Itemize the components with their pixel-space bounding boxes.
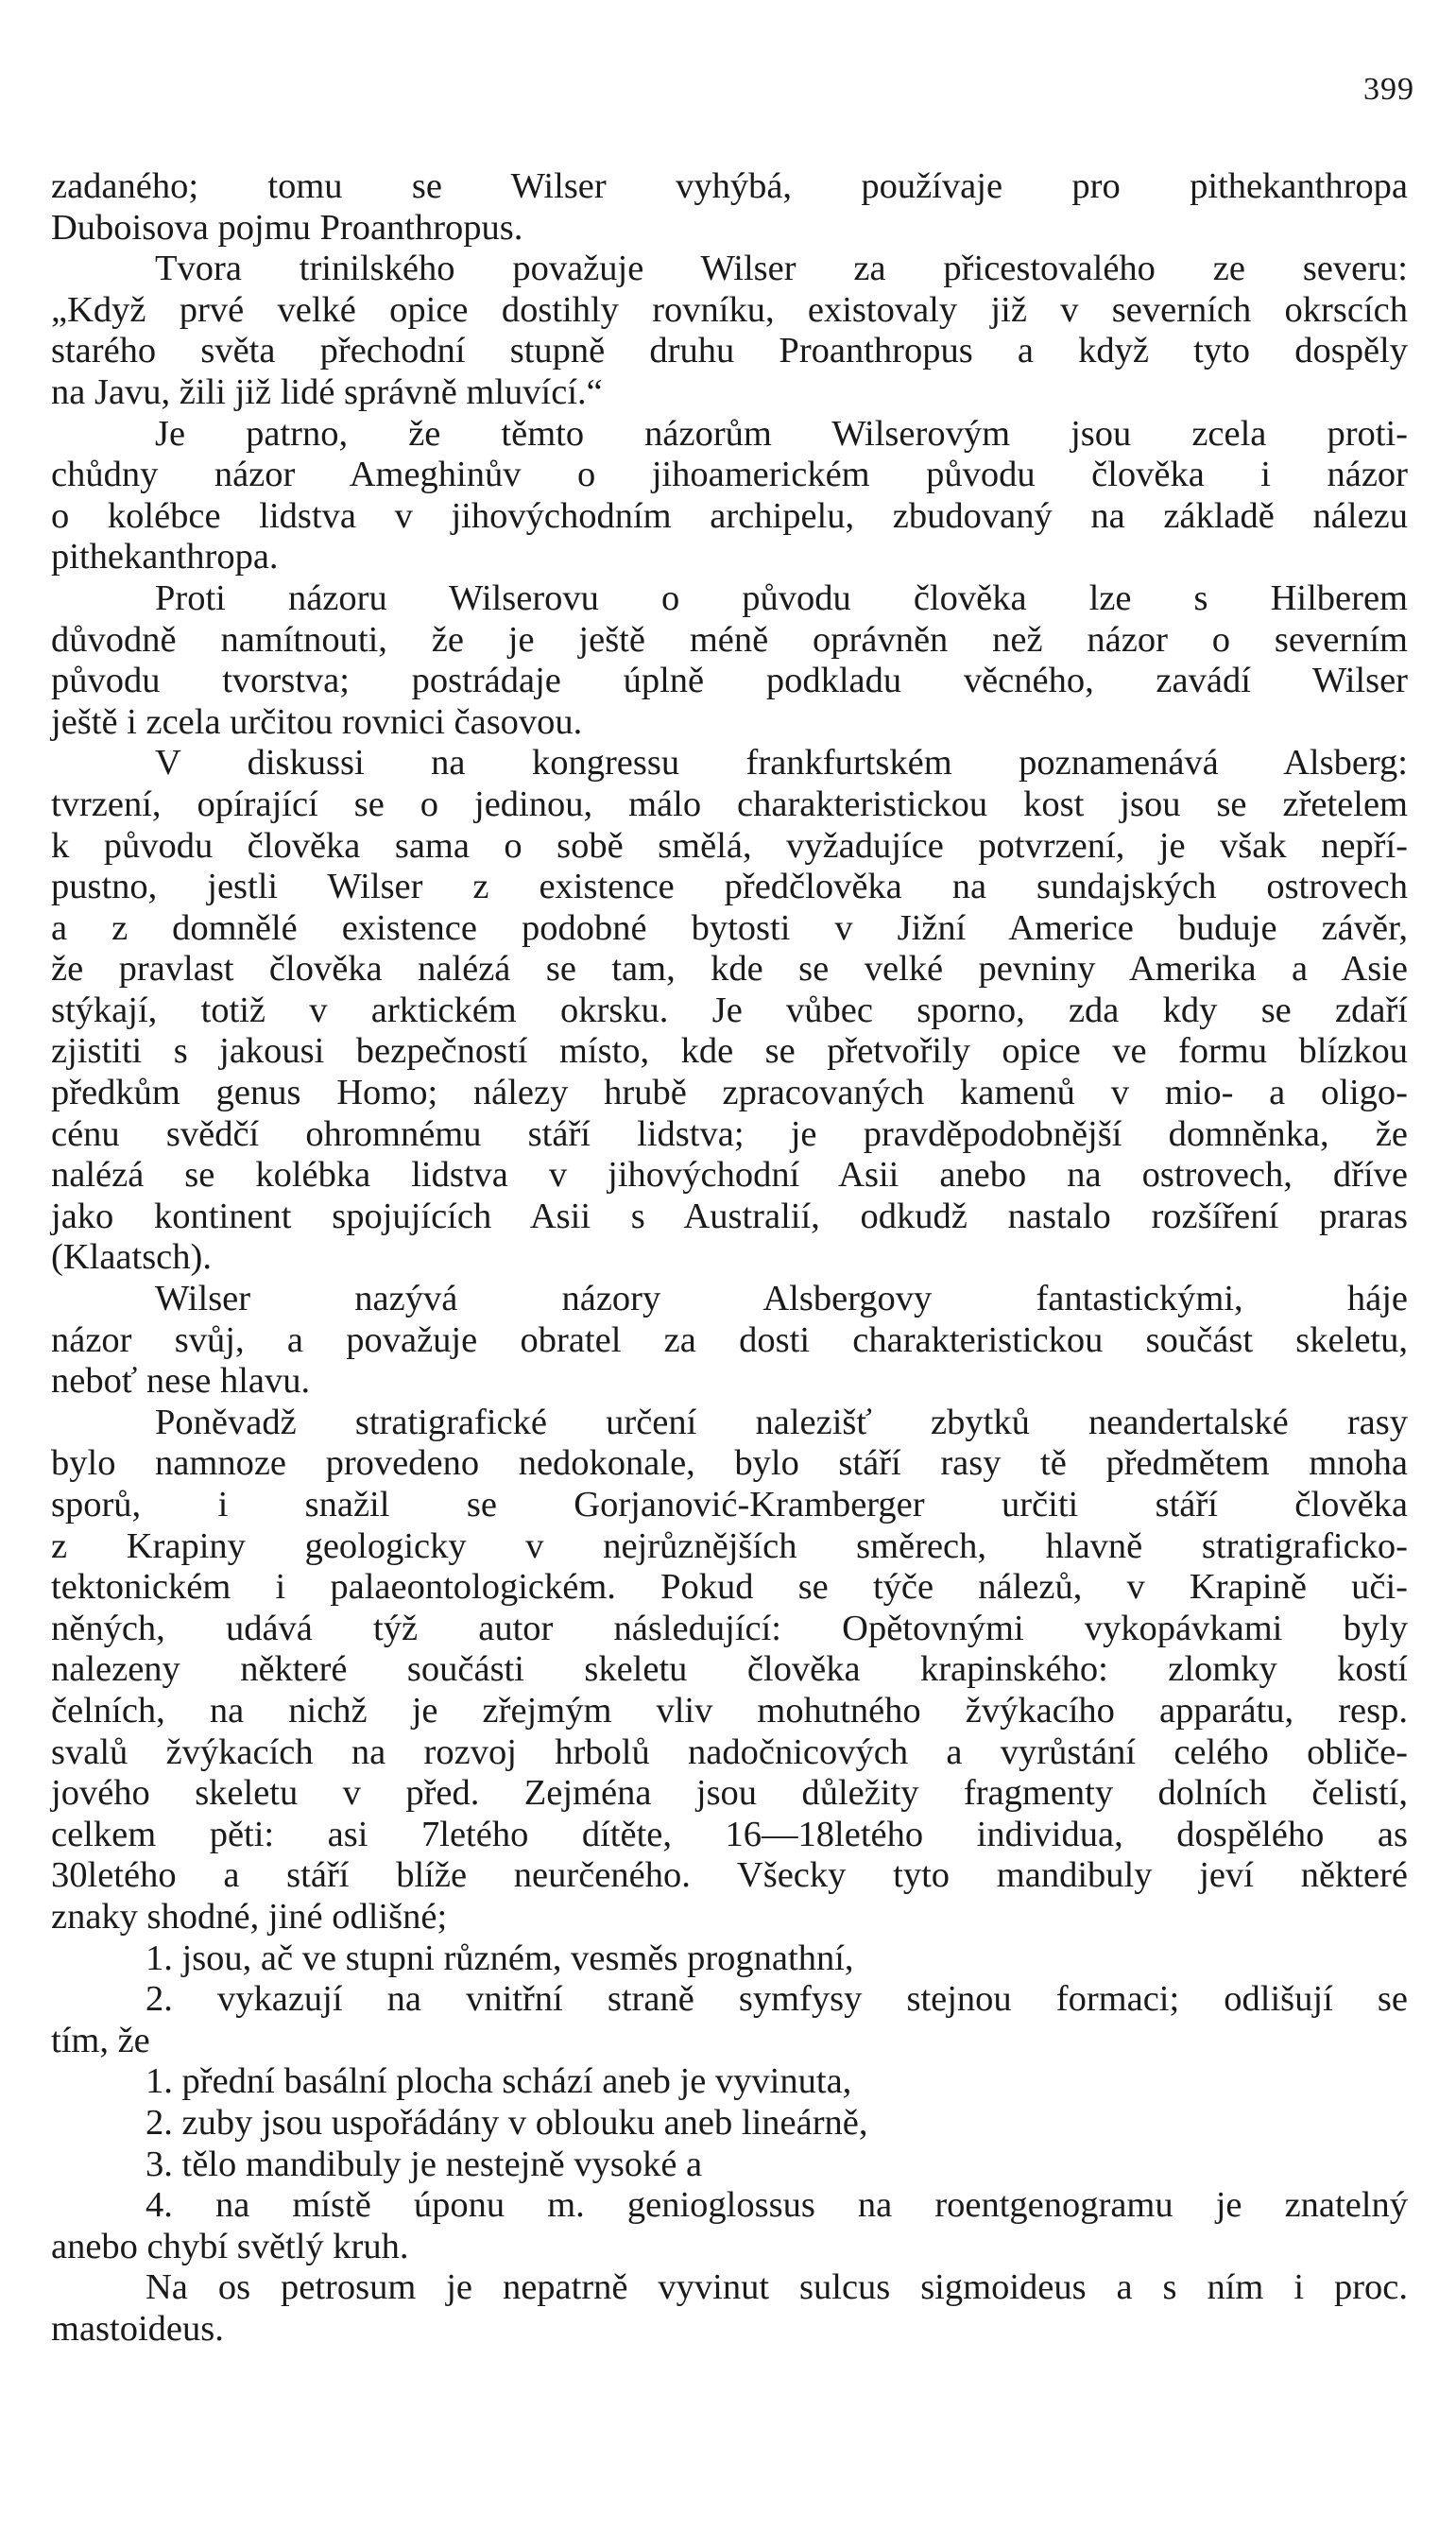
text-line: původu tvorstva; postrádaje úplně podkladu věcného, zavádí Wilser <box>51 661 1408 701</box>
text-line: V diskussi na kongressu frankfurtském poznamenává Alsberg: <box>155 743 1408 784</box>
text-line: že pravlast člověka nalézá se tam, kde se velké pevniny Amerika a Asie <box>51 949 1408 990</box>
text-line: svalů žvýkacích na rozvoj hrbolů nadočnicových a vyrůstání celého obliče- <box>51 1731 1408 1772</box>
text-line: stýkají, totiž v arktickém okrsku. Je vůbec sporno, zda kdy se zdaří <box>51 990 1408 1030</box>
text-line: o kolébce lidstva v jihovýchodním archipelu, zbudovaný na základě nálezu <box>51 495 1408 536</box>
list-item: 1. přední basální plocha schází aneb je vyvinuta, <box>146 2061 852 2102</box>
list-item: 2. zuby jsou uspořádány v oblouku aneb lineárně, <box>146 2102 868 2143</box>
text-line: jového skeletu v před. Zejména jsou důležity fragmenty dolních čelistí, <box>51 1773 1408 1814</box>
text-line: cénu svědčí ohromnému stáří lidstva; je pravděpodobnější domněnka, že <box>51 1113 1408 1154</box>
paragraph <box>51 2267 1408 2350</box>
text-line: nalezeny některé součásti skeletu člověka krapinského: zlomky kostí <box>51 1649 1408 1690</box>
text-line: názor svůj, a považuje obratel za dosti charakteristickou součást skeletu, <box>51 1319 1408 1360</box>
text-line: tím, že <box>51 2020 150 2060</box>
text-line: anebo chybí světlý kruh. <box>51 2226 409 2266</box>
text-line: něných, udává týž autor následující: Opětovnými vykopávkami byly <box>51 1608 1408 1648</box>
sub-list <box>51 2061 1408 2185</box>
text-line: Poněvadž stratigrafické určení nalezišť zbytků neandertalské rasy <box>155 1402 1408 1442</box>
paragraph <box>51 166 1408 249</box>
paragraph <box>51 1403 1408 1938</box>
paragraph <box>51 1279 1408 1403</box>
text-line: z Krapiny geologicky v nejrůznějších směrech, hlavně stratigraficko- <box>51 1525 1408 1566</box>
text-line: Wilser nazývá názory Alsbergovy fantastickými, háje <box>155 1279 1408 1319</box>
text-line: tektonickém i palaeontologickém. Pokud se týče nálezů, v Krapině uči- <box>51 1567 1408 1608</box>
page-number: 399 <box>1363 72 1414 107</box>
text-line: (Klaatsch). <box>51 1237 212 1278</box>
text-line: 1. jsou, ač ve stupni různém, vesměs prognathní, <box>146 1938 854 1978</box>
list-item <box>51 1938 1408 1980</box>
text-line: ještě i zcela určitou rovnici časovou. <box>51 701 583 742</box>
text-line: starého světa přechodní stupně druhu Proanthropus a když tyto dospěly <box>51 331 1408 371</box>
paragraph <box>51 249 1408 413</box>
text-line: Proti názoru Wilserovu o původu člověka lze s Hilberem <box>155 577 1408 618</box>
text-line: a z domnělé existence podobné bytosti v Jižní Americe buduje závěr, <box>51 907 1408 948</box>
text-line: důvodně namítnouti, že je ještě méně oprávněn než názor o severním <box>51 619 1408 660</box>
text-line: nalézá se kolébka lidstva v jihovýchodní Asii anebo na ostrovech, dříve <box>51 1155 1408 1196</box>
text-line: znaky shodné, jiné odlišné; <box>51 1896 448 1937</box>
list-item <box>51 1979 1408 2061</box>
list-item: 3. tělo mandibuly je nestejně vysoké a <box>146 2144 703 2184</box>
text-line: na Javu, žili již lidé správně mluvící.“ <box>51 371 603 412</box>
text-line: pithekanthropa. <box>51 537 279 577</box>
text-line: Na os petrosum je nepatrně vyvinut sulcus sigmoideus a s ním i proc. <box>146 2267 1408 2308</box>
text-line: sporů, i snažil se Gorjanović-Kramberger určiti stáří člověka <box>51 1485 1408 1524</box>
text-line: bylo namnoze provedeno nedokonale, bylo stáří rasy tě předmětem mnoha <box>51 1443 1408 1484</box>
text-line: čelních, na nichž je zřejmým vliv mohutného žvýkacího apparátu, resp. <box>51 1690 1408 1731</box>
text-line: pustno, jestli Wilser z existence předčlověka na sundajských ostrovech <box>51 867 1408 907</box>
text-line: 30letého a stáří blíže neurčeného. Všecky tyto mandibuly jeví některé <box>51 1855 1408 1896</box>
text-line: zadaného; tomu se Wilser vyhýbá, používaje pro pithekanthropa <box>51 166 1408 206</box>
text-line: Duboisova pojmu Proanthropus. <box>51 207 523 248</box>
text-line: k původu člověka sama o sobě smělá, vyžadujíce potvrzení, je však nepří- <box>51 825 1408 866</box>
text-line: celkem pěti: asi 7letého dítěte, 16—18letého individua, dospělého as <box>51 1814 1408 1854</box>
text-line: 2. vykazují na vnitřní straně symfysy stejnou formaci; odlišují se <box>146 1979 1408 2020</box>
list-item <box>51 2185 1408 2267</box>
text-line: mastoideus. <box>51 2308 224 2349</box>
text-line: tvrzení, opírající se o jedinou, málo charakteristickou kost jsou se zřetelem <box>51 784 1408 824</box>
text-line: 4. na místě úponu m. genioglossus na roentgenogramu je znatelný <box>146 2185 1408 2226</box>
text-line: Je patrno, že těmto názorům Wilserovým jsou zcela proti- <box>155 413 1408 454</box>
paragraph <box>51 414 1408 578</box>
body-text <box>51 166 1408 2350</box>
text-line: neboť nese hlavu. <box>51 1361 311 1402</box>
text-line: chůdny názor Ameghinův o jihoamerickém původu člověka i názor <box>51 455 1408 495</box>
text-line: předkům genus Homo; nálezy hrubě zpracovaných kamenů v mio- a oligo- <box>51 1073 1408 1113</box>
text-line: „Když prvé velké opice dostihly rovníku, existovaly již v severních okrscích <box>51 289 1408 330</box>
text-line: jako kontinent spojujících Asii s Australií, odkudž nastalo rozšíření praras <box>51 1196 1408 1236</box>
paragraph <box>51 578 1408 743</box>
text-line: zjistiti s jakousi bezpečností místo, kde se přetvořily opice ve formu blízkou <box>51 1031 1408 1072</box>
text-line: Tvora trinilského považuje Wilser za přicestovalého ze severu: <box>155 249 1408 289</box>
paragraph <box>51 743 1408 1279</box>
